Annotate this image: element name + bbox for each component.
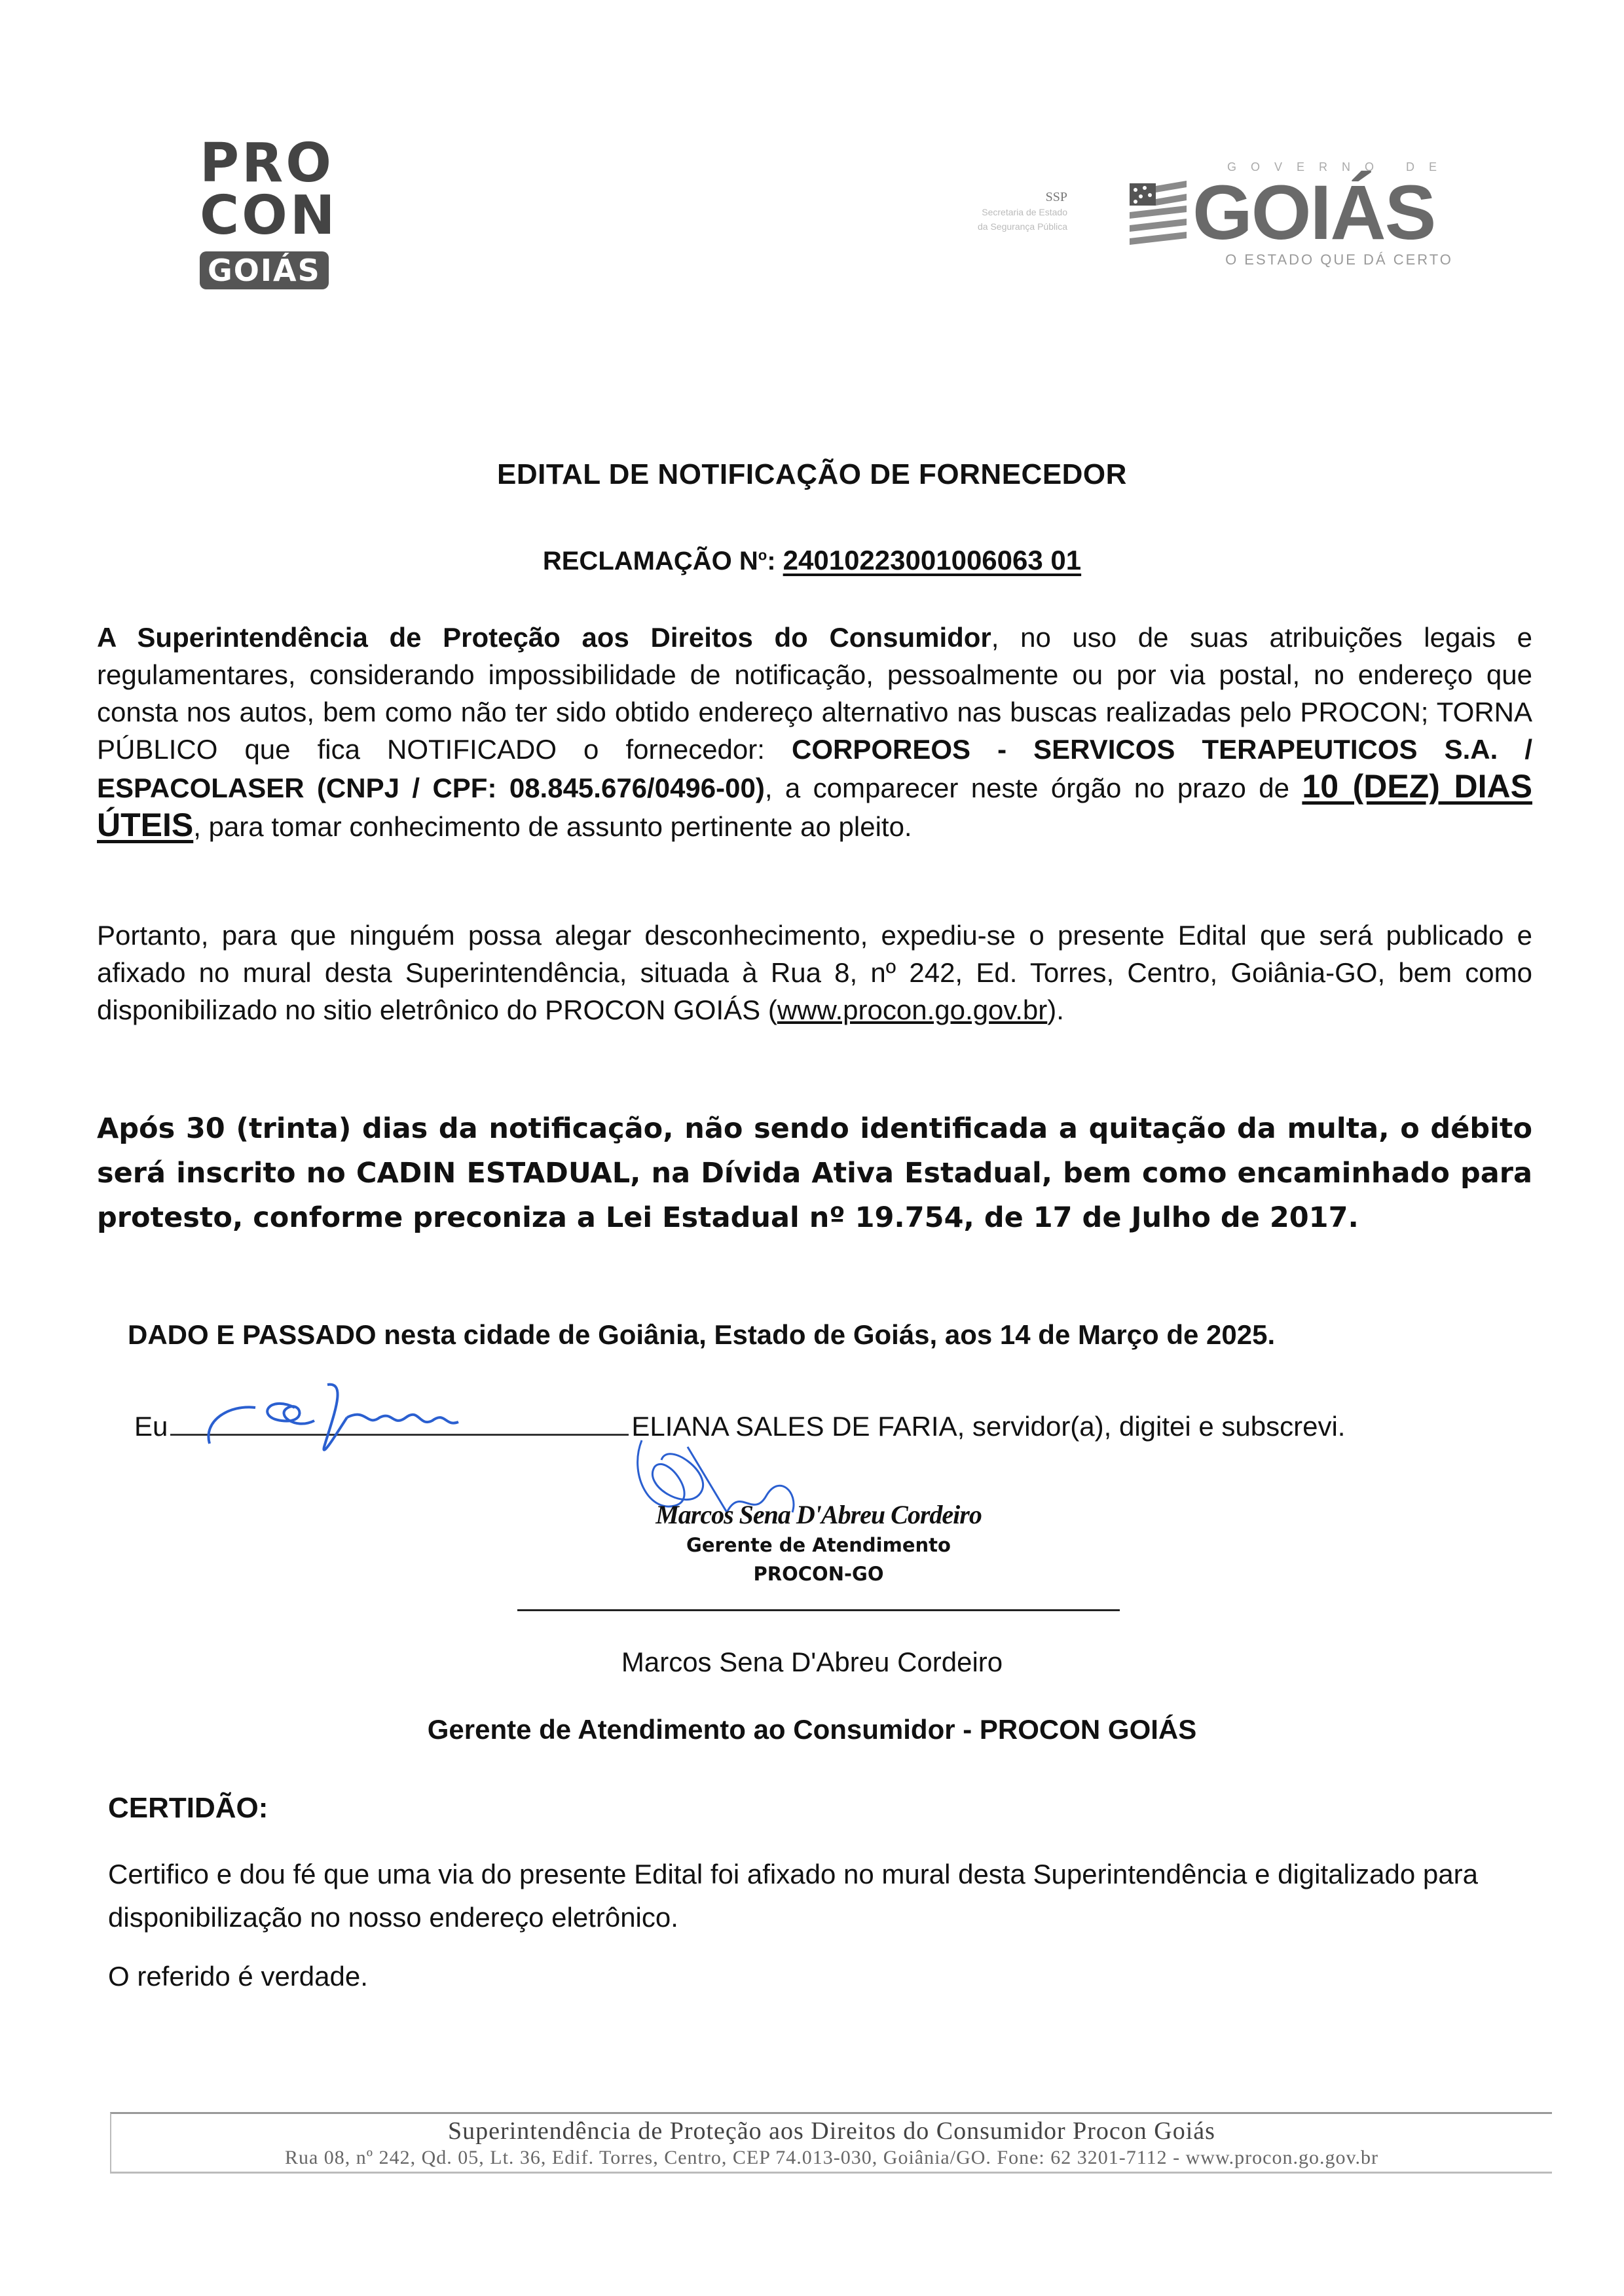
ssp-line2: da Segurança Pública <box>978 221 1067 232</box>
ssp-logo <box>871 190 1067 234</box>
issue-date-line <box>128 1319 1536 1351</box>
notification-paragraph <box>97 619 1532 845</box>
goias-wordmark: GOIÁS <box>1192 170 1435 256</box>
logo-goias-badge: GOIÁS <box>200 251 329 289</box>
reclamacao-number-line <box>0 545 1624 576</box>
reclamacao-colon: : <box>767 547 776 575</box>
footer-address: Rua 08, nº 242, Qd. 05, Lt. 36, Edif. Torres, Centro, CEP 74.013-030, Goiânia/GO. Fone: 62 3201-7112 - www.procon.go.gov.br <box>284 2147 1379 2168</box>
stamp-org: PROCON-GO <box>753 1563 884 1585</box>
debt-warning-paragraph: Após 30 (trinta) dias da notificação, não sendo identificada a quitação da multa, o débito será inscrito no CADIN ESTADUAL, na Dívida Ativa Estadual, bem como encaminhado para protesto, conforme preconiza a Lei Estadual nº 19.754, de 17 de Julho de 2017. <box>97 1112 1532 1234</box>
reclamacao-label: RECLAMAÇÃO N <box>542 547 758 575</box>
supplier-name: CORPOREOS - SERVICOS TERAPEUTICOS S.A. / ESPACOLASER (CNPJ / CPF: 08.845.676/0496-00) <box>97 734 1532 803</box>
stamp-role: Gerente de Atendimento <box>686 1534 951 1556</box>
manager-stamp <box>589 1499 1048 1585</box>
paragraph2-close: ). <box>1047 994 1064 1025</box>
publication-paragraph <box>97 917 1532 1029</box>
ssp-acronym: SSP <box>1045 190 1067 204</box>
footer-org: Superintendência de Proteção aos Direitos do Consumidor Procon Goiás <box>448 2117 1215 2145</box>
ssp-line1: Secretaria de Estado <box>982 207 1067 217</box>
paragraph1-text1: , no uso de suas atribuições legais e regulamentares, considerando impossibilidade de notificação, pessoalmente ou por via postal, no endereço que consta nos autos, bem como não ter sido obtido endereço alternativo nas buscas realizadas pelo PROCON; TORNA PÚBLICO que fica NOTIFICADO o fornecedor: <box>97 622 1532 765</box>
document-title: EDITAL DE NOTIFICAÇÃO DE FORNECEDOR <box>497 458 1127 490</box>
reclamacao-number: 24010223001006063 01 <box>783 545 1082 575</box>
stamp-name: Marcos Sena D'Abreu Cordeiro <box>655 1500 982 1529</box>
paragraph1-text3: , para tomar conhecimento de assunto pertinente ao pleito. <box>193 811 912 842</box>
page-footer <box>110 2112 1552 2174</box>
reclamacao-ordinal: o <box>758 547 767 564</box>
dado-passado-label: DADO E PASSADO <box>128 1319 377 1350</box>
goias-tagline: O ESTADO QUE DÁ CERTO <box>1225 251 1453 268</box>
governo-goias-logo <box>1126 160 1493 268</box>
paragraph2-text: Portanto, para que ninguém possa alegar desconhecimento, expediu-se o presente Edital que será publicado e afixado no mural desta Superintendência, situada à Rua 8, nº 242, Ed. Torres, Centro, Goiânia-GO, bem como disponibilizado no sitio eletrônico do PROCON GOIÁS ( <box>97 920 1532 1025</box>
certidao-closing: O referido é verdade. <box>108 1961 368 1992</box>
certidao-text: Certifico e dou fé que uma via do presente Edital foi afixado no mural desta Superintendência e digitalizado para disponibilização no nosso endereço eletrônico. <box>108 1859 1478 1933</box>
signature-rule <box>517 1609 1120 1611</box>
typist-signature-icon <box>196 1381 511 1453</box>
goias-flag-icon <box>1126 177 1189 249</box>
certidao-heading: CERTIDÃO: <box>108 1792 268 1824</box>
typist-prefix: Eu <box>134 1411 168 1442</box>
procon-goias-logo <box>200 132 357 289</box>
procon-website-link[interactable]: www.procon.go.gov.br <box>777 994 1048 1025</box>
logo-pro: PRO <box>200 132 334 194</box>
deadline: 10 (DEZ) DIAS ÚTEIS <box>97 768 1532 843</box>
authority-name: A Superintendência de Proteção aos Direitos do Consumidor <box>97 622 991 653</box>
signer-role: Gerente de Atendimento ao Consumidor - PROCON GOIÁS <box>427 1714 1197 1745</box>
governo-de-label: GOVERNO DE <box>1227 160 1452 173</box>
issue-date-text: nesta cidade de Goiânia, Estado de Goiás, aos 14 de Março de 2025. <box>376 1319 1276 1350</box>
paragraph1-text2: , a comparecer neste órgão no prazo de <box>764 773 1302 803</box>
signer-name: Marcos Sena D'Abreu Cordeiro <box>621 1647 1003 1677</box>
typist-declaration: ELIANA SALES DE FARIA, servidor(a), digitei e subscrevi. <box>631 1411 1346 1442</box>
logo-con: CON <box>200 185 338 247</box>
